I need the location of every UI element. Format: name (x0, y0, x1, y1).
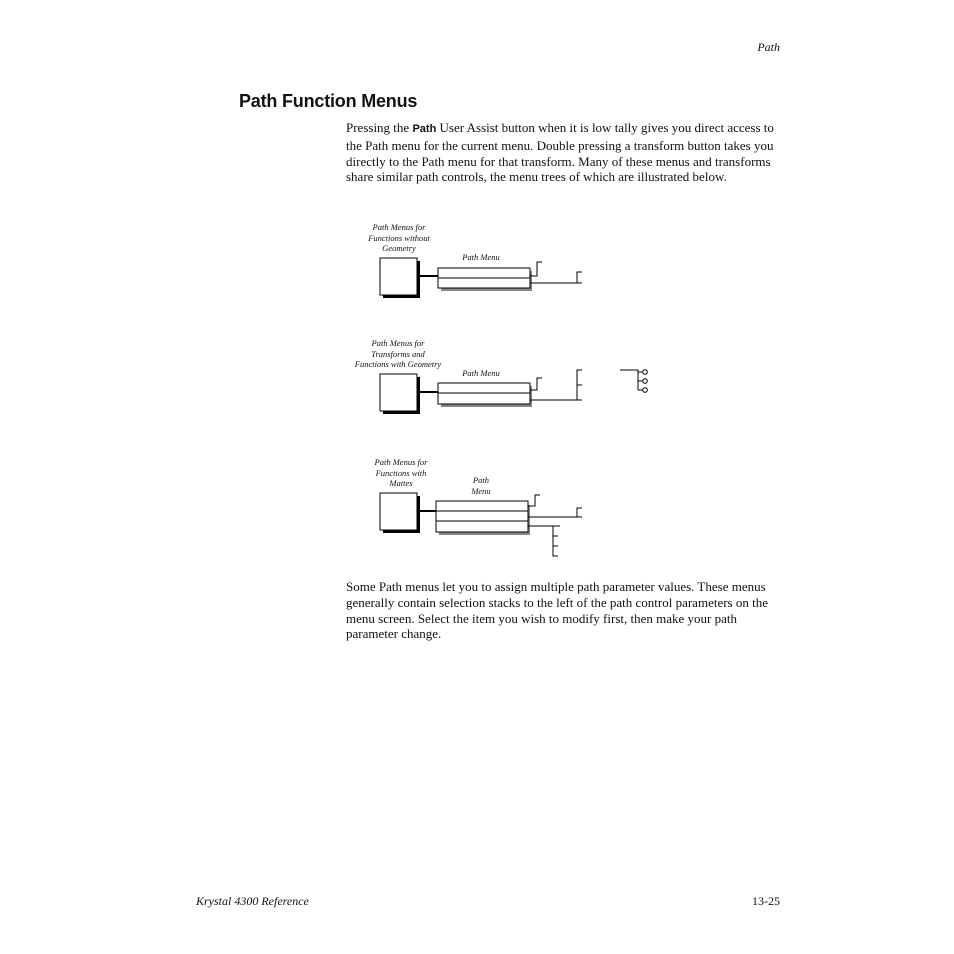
footer-page-number: 13-25 (752, 894, 780, 908)
caption-line: Geometry (382, 243, 416, 254)
tree-branch (553, 536, 558, 546)
loop-icon (643, 388, 648, 393)
diagram-2-graphic (380, 370, 647, 414)
loop-icon (643, 370, 648, 375)
diagram-3-graphic (380, 493, 582, 556)
footer-manual-title: Krystal 4300 Reference (196, 894, 309, 908)
caption-line: Functions with Geometry (354, 359, 442, 370)
tree-branch (577, 272, 582, 283)
tree-branch (638, 372, 642, 390)
section-title: Path Function Menus (239, 91, 418, 111)
caption-line: Path Menus for (372, 222, 426, 232)
intro-text-rest: User Assist button when it is low tally gives you direct access to the Path menu for the current menu. Double pressing a transform button takes you directly to the Path menu for that transform. Many of these menus and transforms share similar path controls, the menu trees of which are illustrated below. (346, 120, 774, 185)
tree-branch (553, 526, 558, 556)
caption-line: Functions with (375, 467, 427, 478)
closing-paragraph: Some Path menus let you to assign multiple path parameter values. These menus generally contain selection stacks to the left of the path control parameters on the menu screen. Select the item you wish to modify first, then make your path parameter change. (346, 579, 768, 642)
path-button-name: Path (412, 123, 437, 135)
menu-label-line: Path Menu (462, 368, 500, 378)
caption-line: Transforms and (371, 348, 425, 359)
control-panel-box (380, 493, 417, 530)
menu-label-line: Menu (471, 485, 491, 496)
tree-branch (620, 370, 638, 390)
control-panel-box (380, 374, 417, 411)
tree-branch (577, 508, 582, 517)
menu-label-line: Path Menu (462, 252, 500, 262)
tree-branch (528, 495, 540, 506)
diagram-1-graphic (380, 258, 582, 298)
caption-line: Path Menus for (371, 338, 425, 348)
caption-line: Mattes (389, 478, 413, 489)
control-panel-box (380, 258, 417, 295)
path-menu-box (436, 501, 528, 532)
intro-text-start: Pressing the (346, 120, 413, 135)
running-head: Path (757, 40, 780, 54)
caption-line: Path Menus for (374, 457, 428, 467)
caption-line: Functions without (368, 232, 430, 243)
loop-icon (643, 379, 648, 384)
menu-label-line: Path (472, 475, 490, 485)
